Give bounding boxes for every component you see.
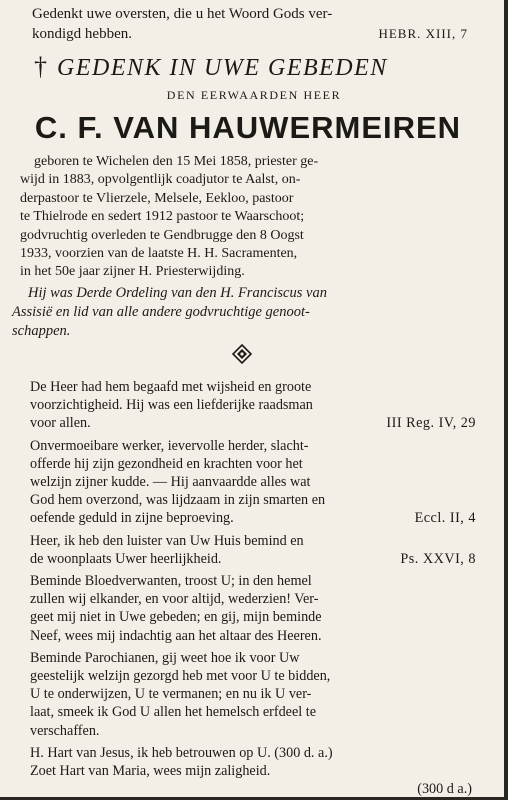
text-line: laat, smeek ik God U allen het hemelsch erfdeel te [30, 704, 317, 721]
heading-row [34, 52, 474, 83]
deceased-name: C. F. VAN HAUWERMEIREN [34, 110, 462, 145]
page-heading: GEDENK IN UWE GEBEDEN [57, 55, 388, 81]
top-verse-line: kondigd hebben. [32, 26, 132, 42]
text-line: U te onderwijzen, U te vermanen; en nu ik U ver- [30, 686, 312, 703]
text-line: Neef, wees mij indachtig aan het altaar des Heeren. [30, 627, 322, 644]
bio-line: 1933, voorzien van de laatste H. H. Sacramenten, [20, 246, 298, 262]
text-line: welzijn zijner kudde. — Hij aanvaardde alles wat [30, 474, 311, 491]
text-line: oefende geduld in zijne beproeving. [30, 510, 234, 527]
cross-icon: † [34, 52, 47, 81]
top-verse [32, 4, 472, 44]
text-line: de woonplaats Uwer heerlijkheid. [30, 550, 222, 567]
text-line: verschaffen. [30, 722, 100, 739]
main-text [30, 378, 476, 798]
text-line: God hem overzond, was lijdzaam in zijn smarten en [30, 492, 326, 509]
prayer-line: Zoet Hart van Maria, wees mijn zaligheid. [30, 763, 271, 780]
tertiary-line: Assisië en lid van alle andere godvruchtige genoot- [12, 304, 310, 320]
bio-line: godvruchtig overleden te Gendbrugge den 8 Oogst [20, 227, 304, 243]
bible-reference: III Reg. IV, 29 [386, 415, 476, 432]
text-line: geet mij niet in Uwe gebeden; en gij, mijn beminde [30, 609, 322, 626]
bible-reference: Ps. XXVI, 8 [400, 550, 476, 567]
text-line: Onvermoeibare werker, ievervolle herder, slacht- [30, 437, 309, 454]
tertiary-line: Hij was Derde Ordeling van den H. Franciscus van [28, 285, 327, 301]
text-line: De Heer had hem begaafd met wijsheid en groote [30, 379, 312, 395]
text-line: voor allen. [30, 415, 91, 432]
text-line: voorzichtigheid. Hij was een liefderijke raadsman [30, 397, 313, 414]
bio-line: in het 50e jaar zijner H. Priesterwijding. [20, 264, 245, 280]
subheading: DEN EERWAARDEN HEER [166, 88, 342, 102]
text-line: Beminde Bloedverwanten, troost U; in den hemel [30, 573, 312, 590]
biography [20, 153, 480, 282]
tertiary-line: schappen. [12, 323, 71, 339]
bio-line: geboren te Wichelen den 15 Mei 1858, priester ge- [34, 154, 319, 169]
diamond-ornament-icon [232, 344, 252, 364]
text-line: zullen wij elkander, en voor altijd, wederzien! Ver- [30, 591, 319, 608]
text-line: geestelijk welzijn gezorgd heb met voor U te bidden, [30, 668, 331, 685]
text-line: offerde hij zijn gezondheid en krachten voor het [30, 455, 303, 472]
indulgence-note: (300 d a.) [417, 781, 472, 798]
bible-reference: HEBR. XIII, 7 [378, 26, 468, 41]
text-line: Heer, ik heb den luister van Uw Huis bemind en [30, 532, 304, 549]
prayer-line: H. Hart van Jesus, ik heb betrouwen op U. (300 d. a.) [30, 744, 333, 761]
bio-line: te Thielrode en sedert 1912 pastoor te Waarschoot; [20, 209, 305, 225]
bio-line: wijd in 1883, opvolgentlijk coadjutor te Aalst, on- [20, 172, 301, 188]
bible-reference: Eccl. II, 4 [414, 510, 476, 527]
bio-line: derpastoor te Vlierzele, Melsele, Eekloo, pastoor [20, 190, 294, 206]
top-verse-line: Gedenkt uwe oversten, die u het Woord Gods ver- [32, 6, 333, 22]
text-line: Beminde Parochianen, gij weet hoe ik voor Uw [30, 649, 300, 666]
tertiary-order-note [12, 284, 482, 341]
